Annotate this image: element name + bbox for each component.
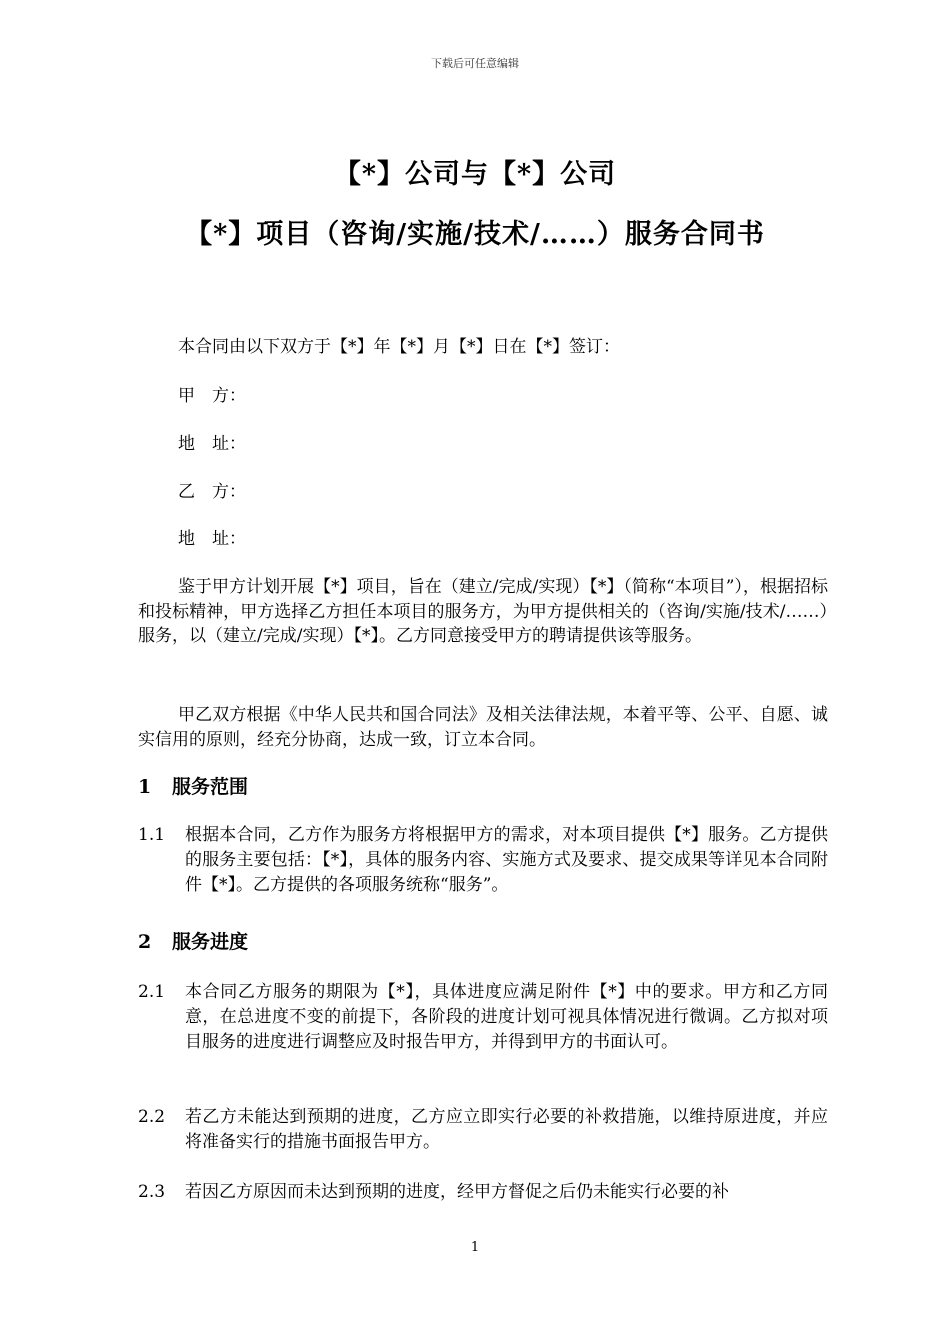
title-line-1: 【*】公司与【*】公司 <box>333 159 617 190</box>
section-heading-2 <box>138 929 248 955</box>
section-title: 服务进度 <box>172 931 249 953</box>
clause-text: 若乙方未能达到预期的进度，乙方应立即实行必要的补救措施，以维持原进度，并应将准备实行的措施书面报告甲方。 <box>185 1107 828 1152</box>
page-number: 1 <box>470 1240 480 1255</box>
basis-paragraph: 甲乙双方根据《中华人民共和国合同法》及相关法律法规，本着平等、公平、自愿、诚实信用的原则，经充分协商，达成一致，订立本合同。 <box>138 705 828 750</box>
section-heading-1 <box>138 774 248 800</box>
clause-number: 2.1 <box>138 982 166 1002</box>
clause-number: 1.1 <box>138 825 166 845</box>
clause-1-1 <box>138 823 828 898</box>
clause-text: 根据本合同，乙方作为服务方将根据甲方的需求，对本项目提供【*】服务。乙方提供的服务主要包括：【*】，具体的服务内容、实施方式及要求、提交成果等详见本合同附件【*】。乙方提供的各项服务统称“服务”。 <box>185 825 828 895</box>
clause-2-2 <box>138 1105 828 1155</box>
section-number: 1 <box>138 776 152 798</box>
clause-number: 2.2 <box>138 1107 166 1127</box>
intro-line: 本合同由以下双方于【*】年【*】月【*】日在【*】签订： <box>178 337 620 357</box>
clause-text: 若因乙方原因而未达到预期的进度，经甲方督促之后仍未能实行必要的补 <box>185 1182 729 1202</box>
section-number: 2 <box>138 931 152 953</box>
title-line-2: 【*】项目（咨询/实施/技术/……）服务合同书 <box>185 219 765 250</box>
party-b-label: 乙 方： <box>178 482 246 502</box>
clause-2-3 <box>138 1180 828 1205</box>
clause-2-1 <box>138 980 828 1055</box>
party-a-address-label: 地 址： <box>178 434 246 454</box>
clause-number: 2.3 <box>138 1182 166 1202</box>
clause-text: 本合同乙方服务的期限为【*】，具体进度应满足附件【*】中的要求。甲方和乙方同意，在总进度不变的前提下，各阶段的进度计划可视具体情况进行微调。乙方拟对项目服务的进度进行调整应及时报告甲方，并得到甲方的书面认可。 <box>185 982 828 1052</box>
party-a-label: 甲 方： <box>178 386 246 406</box>
section-title: 服务范围 <box>172 776 249 798</box>
header-note: 下载后可任意编辑 <box>431 57 519 70</box>
party-b-address-label: 地 址： <box>178 529 246 549</box>
recital-paragraph: 鉴于甲方计划开展【*】项目，旨在（建立/完成/实现）【*】（简称“本项目”），根据招标和投标精神，甲方选择乙方担任本项目的服务方，为甲方提供相关的（咨询/实施/技术/……）服务，以（建立/完成/实现）【*】。乙方同意接受甲方的聘请提供该等服务。 <box>138 577 828 646</box>
